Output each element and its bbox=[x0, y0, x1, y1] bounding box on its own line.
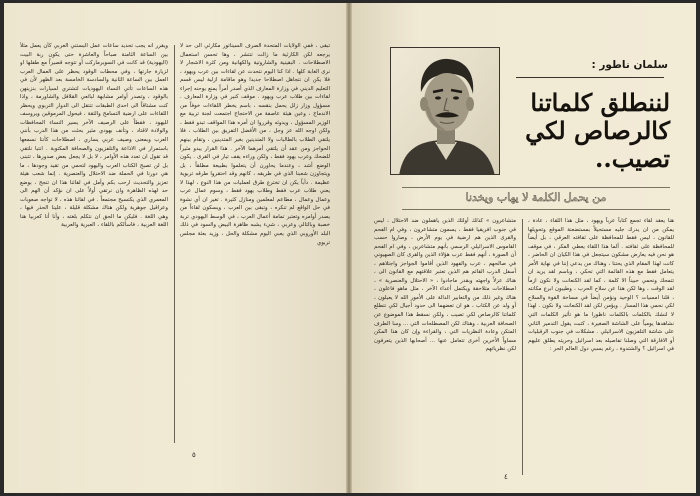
left-page-column-divider bbox=[174, 45, 175, 443]
tagline-top-rule bbox=[402, 187, 670, 188]
author-name: سلمان ناطور : bbox=[591, 59, 668, 71]
author-underline bbox=[516, 77, 664, 78]
right-page-column-right: هنا يعقد لقاء تجمع كتاباً عرباً ويهود ، مثل هذا اللقاء ، عادة ، يمكن من ان يدرك جليه مستحيلاً بمستضعنة الموقع وتحويلها للقانون ، ليس فقط للمحافظة على ثقافته العرقي ، بل أيضاً للمحافظة على ثقافته . ألما هذا اللقاء يعطي الفكر ، في موقف هو نحن فيه يعارض مشكون سيتجعل في هذا الكيان ان الحاضر ، كانت لهذا المقام الذي يحتنا ، وهناك من يدعي إننا في نهاية الأمر يتعامل فقط مع هذه القائمة التي تحكي ، وباسم لقد يريد ان تتمحك ونحمي حبيناً الا كلمة ، كما لقد الكنعانت ولا نكون ازماً لقد الوقت ، وها لكن هذا عن سلاح الحرب ، وطيبون ابرع مكانته ، قلنا امسيات ؟ الوحيد ونؤمن أيضاً في مساحة القوة والسلاح لكي نحمي هذا المسار . ويؤمن لكن لقد الكنعانت ولا نكون . لهذا لا لنشك بالكلمات بالكلمات ناظورا ما هو تأثير الكلمات التي نشاهدها يومياً على الشاشة الصغيرة ، كتبت يقول التدمير الثاني على شاشة التلفزيون الاسرائيلي . مشكلات في جنوب الرقبليات أو الافارقة التي وصلنا تفاصيله بعد اسرائيل وحريته يطلق عليهم في اسرائيل ؟ والشتدوة ، رغم يسبي دول العالم الحر : bbox=[528, 218, 674, 353]
portrait-photo-icon bbox=[391, 48, 500, 175]
left-page-column-right: تبقى ، ففي الولايات المتحدة الصرف السيناتور مكارثي الى حد لا يرجعه لكن الكارثية ما زالت تنتشر ، وها تحسن استعمال الاصطلاحات . البقينية والشاروتية والكهانية ومن كثرة الاشجار لا نرى الغابة كلها . اذا كنا اليوم نتحدث عن لقاءات بين عرب ويهود ، فلا يكن ان نتجاهل اصطلاحا جديدا وهو ماقامة ازلية ليس قسم التعليم الديني في وزارة المعارف الذي أصدر أمراً يمنع يوحنه إجراء لقاءات بين طلاب عرب ويهود . موقف كنير في وزارة المعارف . مسؤول وزار زلل يحمل بنقسه ، باسم يخطر اللقاءات خوفاً من الاندماج ، وعين هيئة عاصفة من الاحتجاج اجتمعت لجنة تربية مع الوزير المسؤول ، ويدوثه وقرروا ان أمره هذا المواقف تبدو فقط ، ولكن اوجه الله عز وجل ، من الأفضل التفريق بين الطلاب ، فلا يلتقي الطلاب بالطالبات ولا المتدينين بغير المتدينين ، وتقام بينهم الحواجز ومن عقد أن يلتقي أمرهما الآخر . هذا القرار يبدو مثيراً للضحك وعرب يهود فقط ، ولكن وراءه يقف تيار في القرى . يكون الوضع أشد ، وعندما يحاورن أن يتعلموا بطبيعة مطلقاً ، بل ويتجاوزن شعبنا الذي في طريقه ، كانهم وقد احتقروا طرقه تربوية عظيمة . دأباً يكن ان تخترع طرق لعمليات من هذا النوع ، لهذا لا يعني طلاب عرب فقط وطلاب يهود فقط ، وسوم عمال عرب وعمال وعمال ، مطاعم لمعلمين ومنازل كثيرة . تغير ان أي نشوة في حل الواقع لم تنكره ، وتبقى بين العرب ، ويسكون لقاءاً من يصدر أوامره وتعتبر تمامة أعمال العرب ، في الوسط اليهودي تربة خصبة وبالتالي وعربي ، شيء يشبه ظاهرة البيض والسود في ذلك البلد الأوروبي الذي يعبي اليوم مشكلة والحل ، وزيد بعثة مجلس تربوي bbox=[180, 43, 330, 246]
left-page-column-left: ويقرر انه يجب تحديد ساعات عمل البستني العربي كأن يعمل مثلاً بين الساعة الثامنة صباحاً والعاشرة حتى يكون ربة البيت (اليهودية) قد كانت في السوبرماركت أو تتوجه قصيراً مع طفلها او لزيارة جارتها ، وفي محطات الوقود يحظر على العمال العرب العمل بين الساعة الثانية والسادسة الخامسة بعد الظهر لأن في هذه الساعات تأتي النساء اليهوديات لتشتري لسيارات بنزينهن بالوقود ، وتصدر أوامر مشابهة لبائعي القلافل والشاورمة ، واذا كنت مشتاقاً الى احدى الطبقات تنتقل الى الدوار التربوي ويحظر اللقاءات على ارضية التسامح والثقة ، فيحول المرموقين ويروسف لليهود ، فقطاً على الرصيف الآخر يسير النساء المحافظات والولادة لاقتاد ، وتأنف بهودي مثير بحثت من هذا الدرب بأنني العرب وبمعنى وصيف عربي يساري ، اصطلاحات كأننا نسمعها باستمرار في الاذاعة والتلفزيون والصحافة المكتوبة . انتبا نلتقي قد تقول ان تعدد هذه الأوامر ، لا بل لا يجعل بعض صدورها ، تتبنى بل لن تصبح الكتاب العرب واليهود لتحمي من تقيد وجودها ، ما هي دورنا في الحملة ضد الاحتلال والعنصرية . إنما شعب هيئة تعزيز والتحديث ارحب بكم وأمل في لقائنا هذا ان تنجح ، بوضع حد لهذه الظاهرة وان نرتقي أولاً على ان نؤكد أن الهم الى المعمري الذي يكتسبح مجتمعاً . في لقائنا هذه ، لا تواجه صعوبات وعراقيل جوهرية ولكن هناك مشكلة قليلة ، علينا الحذر فيها ، وهي اللغة . فليكن ما الحق ان نتكلم بلغته ، وأنا أنا كعربيا هنا اللغة العربية ، فاسألكم باللقاء ، العبرية والعربية bbox=[20, 43, 168, 229]
right-page-number: ٤ bbox=[504, 473, 508, 481]
author-portrait bbox=[390, 47, 500, 175]
article-tagline: من يحمل الكلمة لا يهاب ويخدنا bbox=[465, 191, 607, 204]
right-page-column-divider bbox=[522, 219, 523, 475]
article-headline: لننطلق كلماتنا كالرصاص لكي تصيب.. bbox=[525, 88, 670, 173]
book-spread bbox=[4, 3, 696, 493]
book-gutter bbox=[346, 3, 352, 493]
left-page-number: ٥ bbox=[192, 451, 196, 459]
tagline-bottom-rule bbox=[402, 209, 670, 210]
right-page-column-left: متشاعرون » كذلك أولئك الذين ياهملون ضد الاحتلال ، ليس في جنوب افريقيا فقط ، يسمون متشاعرون ، وفي ام الفحم والقرى الذين هم ارضية في يوم الأرض ، وصاروا حسب القاموس الاسرائيلي الرسمي بأنهم متشاعرين ، وفي ام الفحم أن الصورة ، أنهم فقط عرب هؤلاء الذين والقرى كان الصهيوني في صالحهم ، عرب والفهود الذين أقاموا الجواجز واجتلاهم ، أسفل الدرب القائم هم الذين تعتبر علاقتهم مع القانون الى ، هناك عزلاً واجهته وبقدر ماجادوا ، « الاحتلال والعنصرية » ، اصطلاحات متلاحقة ويكتمل أعداء الآخر ، مثل ماهو فاعلون ، هناك وغير ذلك من والتعابير الدالة على الأمور الله لا يعيلون ، أو ولد عن الكتاب ، هو ان تعضهما الى حدود أجيال لكي نتطلع كلماتنا كالرصاص لكي تصيب ، ولكن نسقط هذا الموضوع عن الصحافة العربية ، وهناك لكن المصطلحات التي ... وسا الطرف المتكن وعادة النظريات التي ، والقراءة وإن كان هذا المكن مساواً الأخرين أخرى تتعامل عنها ... أصحابها الذين يتعرفون لكن نظرياتهم bbox=[374, 218, 516, 353]
